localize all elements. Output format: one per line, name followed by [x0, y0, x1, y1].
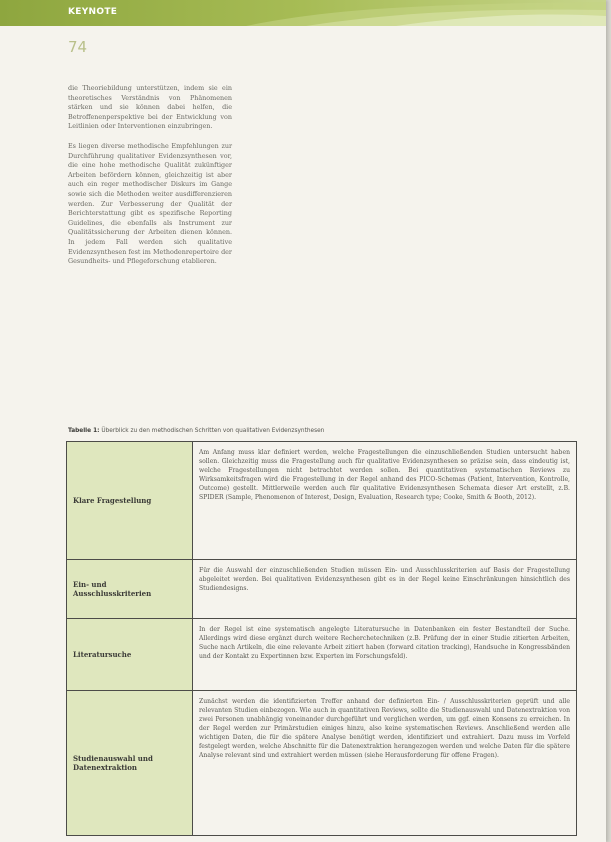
body-paragraph: die Theoriebildung unterstützen, indem sie ein theoretisches Verständnis von Phänomenen stärken und sie können dabei helfen, die Betroffenenperspektive bei der Entwicklung von Leitlinien oder Interventionen einzubringen.	[68, 84, 232, 131]
table-caption-text: Überblick zu den methodischen Schritten von qualitativen Evidenzsynthesen	[101, 428, 325, 434]
table-row	[67, 442, 576, 559]
header-band	[0, 0, 606, 26]
table-row-text: Für die Auswahl der einzuschließenden Studien müssen Ein- und Ausschlusskriterien auf Basis der Fragestellung abgeleitet werden. Bei qualitativen Evidenzsynthesen gibt es in der Regel keine Einschränkungen hinsichtlich des Studiendesigns.	[199, 567, 570, 592]
table-row-text: Am Anfang muss klar definiert werden, welche Fragestellungen die einzuschließenden Studien untersucht haben sollen. Gleichzeitig muss die Fragestellung auch für qualitative Evidenzsynthesen so präzise sein, dass eindeutig ist, welche Fragestellungen nicht betrachtet werden sollen. Bei quantitativen systematischen Reviews zu Wirksamkeitsfragen wird die Fragestellung in der Regel anhand des PICO-Schemas (Patient, Intervention, Kontrolle, Outcome) gestellt. Mittlerweile werden auch für qualitative Evidenzsynthesen Schemata dieser Art erstellt, z.B. SPIDER (Sample, Phenomenon of Interest, Design, Evaluation, Research type; Cooke, Smith & Booth, 2012).	[199, 449, 570, 501]
table-caption-label: Tabelle 1:	[68, 428, 100, 434]
table-row-text: In der Regel ist eine systematisch angelegte Literatursuche in Datenbanken ein fester Bestandteil der Suche. Allerdings wird diese ergänzt durch weitere Recherchetechniken (z.B. Prüfung der in einer Studie zitierten Arbeiten, Suche nach Artikeln, die eine relevante Arbeit zitiert haben (forward citation tracking), Handsuche in Kongressbänden und der Kontakt zu Expertinnen bzw. Experten im Forschungsfeld).	[199, 626, 570, 660]
table-row-label: Ein- und Ausschlusskriterien	[67, 560, 193, 618]
table-row-label: Literatursuche	[67, 619, 193, 690]
table-caption	[68, 428, 528, 434]
table-row-label: Klare Fragestellung	[67, 442, 193, 559]
table-row	[67, 618, 576, 690]
table-row-text: Zunächst werden die identifizierten Treffer anhand der definierten Ein- / Ausschlusskriterien geprüft und alle relevanten Studien einbezogen. Wie auch in quantitativen Reviews, sollte die Studienauswahl und Datenextraktion von zwei Personen unabhängig voneinander durchgeführt und verglichen werden, um ggf. einen Konsens zu erreichen. In der Regel werden zur Primärstudien einiges hinzu, also keine systematischen Reviews. Anschließend werden alle wichtigen Daten, die für die spätere Analyse benötigt werden, identifiziert und extrahiert. Dazu muss im Vorfeld festgelegt werden, welche Abschnitte für die Datenextraktion herangezogen werden und welche Daten für die spätere Analyse relevant sind und extrahiert werden müssen (siehe Herausforderung für offene Fragen).	[199, 698, 570, 759]
body-paragraph: Es liegen diverse methodische Empfehlungen zur Durchführung qualitativer Evidenzsynthesen vor, die eine hohe methodische Qualität zukünftiger Arbeiten befördern können, gleichzeitig ist aber auch ein reger methodischer Diskurs im Gange sowie sich die Methoden weiter ausdifferenzieren werden. Zur Verbesserung der Qualität der Berichterstattung gibt es spezifische Reporting Guidelines, die ebenfalls als Instrument zur Qualitätssicherung der Arbeiten dienen können. In jedem Fall werden sich qualitative Evidenzsynthesen fest im Methodenrepertoire der Gesundheits- und Pflegeforschung etablieren.	[68, 141, 232, 266]
section-label: KEYNOTE	[68, 7, 118, 17]
table-row	[67, 690, 576, 835]
table-row	[67, 559, 576, 618]
body-text-column	[68, 84, 232, 277]
methods-overview-table	[66, 441, 577, 836]
page-number: 74	[68, 38, 88, 56]
table-row-label: Studienauswahl und Datenextraktion	[67, 691, 193, 835]
decorative-wave-icon	[246, 0, 606, 26]
